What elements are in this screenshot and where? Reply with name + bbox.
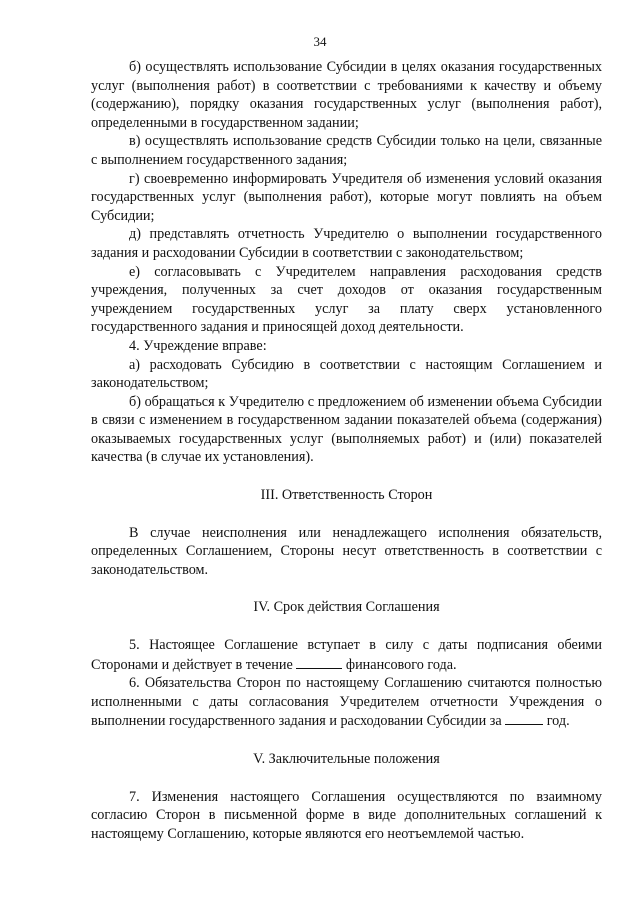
section-3-text: В случае неисполнения или ненадлежащего исполнения обязательств, определенных Соглашением, Стороны несут ответственность в соответствии с законодательством. (91, 524, 602, 578)
paragraph-item-v: в) осуществлять использование средств Субсидии только на цели, связанные с выполнением государственного задания; (91, 133, 602, 168)
blank-field-years (296, 655, 342, 669)
page-number: 34 (313, 34, 327, 49)
clause-6 (91, 674, 602, 731)
clause-5-text-before: 5. Настоящее Соглашение вступает в силу с даты подписания обеими Сторонами и действует в течение (91, 637, 602, 673)
section-3-heading: III. Ответственность Сторон (260, 487, 433, 504)
clause-6-text-before: 6. Обязательства Сторон по настоящему Соглашению считаются полностью исполненными с даты согласования Учредителем отчетности Учреждения о выполнении государственного задания и расходовании Субсидии за (91, 675, 602, 730)
spacer (91, 579, 602, 598)
spacer (91, 467, 602, 486)
clause-4-item-a: а) расходовать Субсидию в соответствии с настоящим Соглашением и законодательством; (91, 356, 602, 392)
spacer (91, 731, 602, 750)
blank-field-year (505, 711, 543, 725)
paragraph-item-e: е) согласовывать с Учредителем направления расходования средств учреждения, полученных за счет доходов от оказания государственным учреждением государственных услуг за плату сверх установленного государственного задания и приносящей доход деятельности. (91, 263, 602, 336)
document-body (91, 58, 602, 843)
clause-6-text-after: год. (546, 713, 570, 730)
spacer (91, 617, 602, 636)
paragraph-item-b: б) осуществлять использование Субсидии в целях оказания государственных услуг (выполнения работ) в соответствии с требованиями к качеству и объему (содержанию), порядку оказания государственных услуг (выполнения работ), определенными в государственном задании; (91, 59, 602, 131)
clause-5-text-after: финансового года. (345, 656, 457, 673)
spacer (91, 505, 602, 524)
clause-5 (91, 636, 602, 674)
paragraph-item-g: г) своевременно информировать Учредителя об изменения условий оказания государственных услуг (выполнения работ), которые могут повлиять на объем Субсидии; (91, 170, 602, 224)
clause-4-item-b: б) обращаться к Учредителю с предложением об изменении объема Субсидии в связи с изменением в государственном задании показателей объема (содержания) оказываемых государственных услуг (выполняемых работ) и (или) показателей качества (в случае их установления). (91, 393, 602, 466)
spacer (91, 769, 602, 788)
section-5-heading: V. Заключительные положения (253, 751, 440, 767)
paragraph-item-d: д) представлять отчетность Учредителю о выполнении государственного задания и расходовании Субсидии в соответствии с законодательством; (91, 226, 602, 261)
clause-7: 7. Изменения настоящего Соглашения осуществляются по взаимному согласию Сторон в письменной форме в виде дополнительных соглашений к настоящему Соглашению, которые являются его неотъемлемой частью. (91, 788, 602, 842)
section-4-heading: IV. Срок действия Соглашения (253, 599, 440, 616)
clause-4-title: 4. Учреждение вправе: (129, 337, 267, 354)
